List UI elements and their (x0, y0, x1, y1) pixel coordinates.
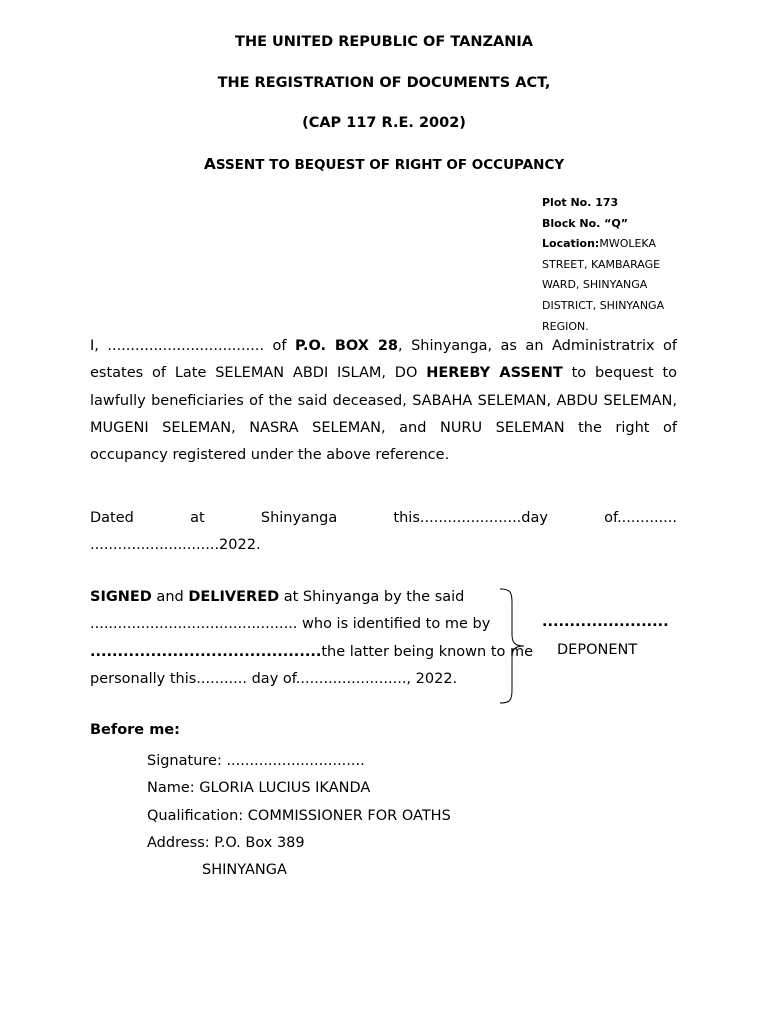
dated-paragraph (90, 505, 677, 560)
location-line (542, 234, 692, 255)
dated-word: Shinyanga (260, 510, 338, 526)
before-me-heading: Before me: (90, 722, 180, 738)
signed-line (90, 584, 510, 611)
brace-icon (498, 588, 528, 704)
commissioner-address: Address: P.O. Box 389 (147, 834, 305, 851)
signed-word: SIGNED (90, 589, 152, 605)
signature-line: Signature: .............................. (147, 753, 365, 769)
po-box: P.O. BOX 28 (294, 338, 399, 354)
assent-text: , Shinyanga, as an Administratrix of estates of Late SELEMAN ABDI ISLAM, DO (90, 338, 678, 382)
dated-line (90, 505, 677, 532)
document-title (0, 155, 768, 173)
header-country: THE UNITED REPUBLIC OF TANZANIA (235, 34, 533, 50)
header-cap: (CAP 117 R.E. 2002) (302, 115, 466, 131)
location-value: MWOLEKA (599, 237, 656, 251)
identifier-dots: .......................................... (90, 643, 322, 660)
location-line: REGION. (542, 319, 589, 333)
dated-word: at (190, 510, 205, 526)
dated-line-2: ............................2022. (90, 537, 261, 554)
location-line: DISTRICT, SHINYANGA (542, 298, 665, 312)
signed-text: at Shinyanga by the said (279, 589, 465, 605)
title-rest: SSENT TO BEQUEST OF RIGHT OF OCCUPANCY (215, 157, 565, 173)
commissioner-qualification: Qualification: COMMISSIONER FOR OATHS (147, 807, 451, 824)
deponent-signature-line: ....................... (542, 614, 669, 630)
signed-line: ............................................. who is identified to me by (90, 616, 491, 633)
plot-details (542, 193, 692, 337)
assent-text: to bequest to lawfully beneficiaries of the said deceased, SABAHA SELEMAN, ABDU SELEMAN, MUGENI SELEMAN, NASRA SELEMAN, and NURU SELEMAN the right of occupancy registered under the above reference. (90, 365, 678, 464)
dated-word: of............. (604, 510, 677, 526)
plot-number: Plot No. 173 (542, 196, 619, 209)
signed-text: the latter being known to me (321, 643, 534, 660)
commissioner-name: Name: GLORIA LUCIUS IKANDA (147, 780, 371, 797)
deponent-label: DEPONENT (557, 642, 638, 658)
assent-text: I, .................................. of (90, 338, 295, 354)
commissioner-city: SHINYANGA (202, 862, 287, 879)
delivered-word: DELIVERED (188, 589, 280, 605)
title-initial: A (203, 155, 216, 173)
location-line: WARD, SHINYANGA (542, 278, 648, 292)
signed-delivered-block (90, 584, 534, 693)
signed-line (90, 639, 534, 666)
and-word: and (151, 589, 189, 605)
signed-line: personally this........... day of........................, 2022. (90, 670, 458, 687)
block-number: Block No. “Q” (542, 216, 628, 230)
location-label: Location: (542, 237, 600, 251)
header-act: THE REGISTRATION OF DOCUMENTS ACT, (217, 75, 551, 91)
commissioner-block (147, 748, 451, 884)
dated-word: this......................day (393, 510, 548, 526)
assent-paragraph (90, 333, 677, 469)
hereby-assent: HEREBY ASSENT (426, 365, 563, 382)
dated-word: Dated (90, 510, 134, 526)
location-line: STREET, KAMBARAGE (542, 257, 661, 271)
